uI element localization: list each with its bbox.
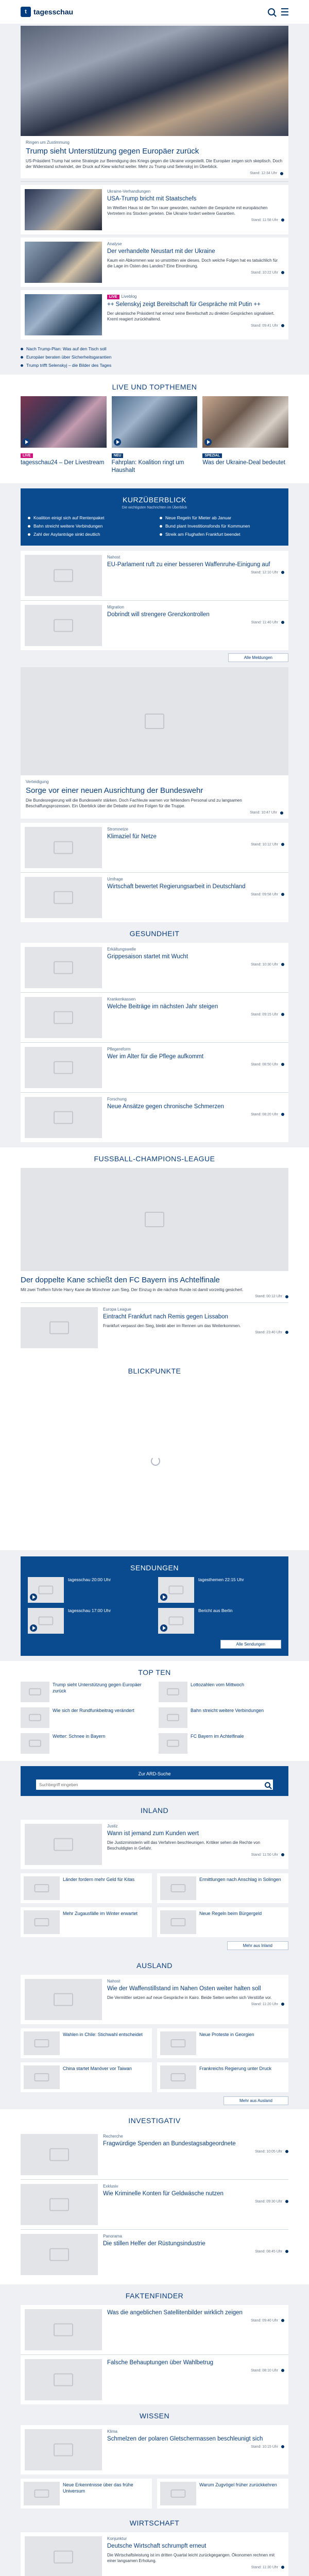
overview-link[interactable]: Streik am Flughafen Frankfurt beendet — [160, 530, 281, 538]
story-kicker: Recherche — [103, 2134, 123, 2139]
lead-story[interactable] — [21, 136, 288, 178]
bullet-icon — [28, 533, 30, 536]
live-card[interactable] — [202, 396, 288, 474]
section-heading: FAKTENFINDER — [125, 2292, 184, 2300]
story-kicker: Krankenkassen — [107, 997, 136, 1002]
image-placeholder — [21, 2184, 98, 2225]
story-title[interactable]: Neue Proteste in Georgien — [199, 2032, 254, 2037]
list-item[interactable] — [21, 2230, 288, 2279]
image-placeholder — [160, 2031, 196, 2055]
image-placeholder — [25, 947, 102, 988]
list-item[interactable] — [21, 2532, 288, 2576]
image-placeholder — [25, 1979, 102, 2020]
list-item[interactable] — [21, 2425, 288, 2475]
share-icon[interactable] — [281, 2445, 284, 2448]
story-meta: Stand: 09:15 Uhr — [251, 1012, 278, 1016]
list-item[interactable] — [21, 1975, 288, 2024]
share-icon[interactable] — [281, 1853, 284, 1856]
image-placeholder — [25, 877, 102, 918]
share-icon[interactable] — [281, 1113, 284, 1116]
story-meta: Stand: 09:41 Uhr — [251, 324, 278, 328]
topten-title[interactable]: Lottozahlen vom Mittwoch — [191, 1682, 245, 1687]
topten-title[interactable]: FC Bayern im Achtelfinale — [191, 1734, 244, 1739]
story-title[interactable]: Neue Regeln beim Bürgergeld — [199, 1911, 262, 1916]
list-item[interactable] — [21, 873, 288, 922]
list-item[interactable] — [21, 2479, 152, 2509]
image-placeholder — [25, 1824, 102, 1865]
story-title[interactable]: Der verhandelte Neustart mit der Ukraine — [107, 248, 215, 255]
story-title[interactable]: Fragwürdige Spenden an Bundestagsabgeordnete — [103, 2141, 236, 2147]
story-meta: Stand: 11:30 Uhr — [251, 2565, 278, 2569]
story-teaser: Die Bundesregierung will die Bundeswehr stärken. Doch Fachleute warnen vor fehlendem Personal und zu langsamen Beschaffungsprozessen. Ein Überblick über die Debatte und ihre Folgen für die Truppe. — [26, 798, 242, 808]
list-item[interactable] — [21, 1093, 288, 1142]
story-title[interactable]: Die stillen Helfer der Rüstungsindustrie — [103, 2241, 205, 2247]
story-title[interactable]: Wer im Alter für die Pflege aufkommt — [107, 1054, 204, 1060]
search-submit[interactable] — [262, 1780, 273, 1790]
show-title[interactable]: tagesthemen 22:15 Uhr — [198, 1577, 244, 1582]
story-title[interactable]: USA-Trump bricht mit Staatschefs — [107, 196, 197, 202]
story-title[interactable]: Falsche Behauptungen über Wahlbetrug — [107, 2360, 214, 2366]
story-title[interactable]: EU-Parlament ruft zu einer besseren Waffenruhe-Einigung auf — [107, 562, 270, 568]
image-placeholder — [21, 2134, 98, 2175]
story-kicker: Exklusiv — [103, 2184, 118, 2189]
share-icon[interactable] — [281, 324, 284, 327]
story-kicker: Pflegereform — [107, 1047, 131, 1052]
live-badge: LIVE — [21, 453, 33, 458]
story-kicker: Migration — [107, 605, 124, 609]
story-meta: Stand: 11:58 Uhr — [251, 218, 278, 222]
share-icon[interactable] — [285, 2200, 288, 2203]
image-placeholder — [28, 1577, 64, 1603]
list-item[interactable] — [157, 2028, 288, 2058]
story-title[interactable]: Klimaziel für Netze — [107, 834, 157, 840]
football-section — [0, 1147, 309, 1360]
share-icon[interactable] — [285, 1331, 288, 1334]
loading-spinner-icon — [151, 1456, 160, 1466]
play-icon[interactable] — [160, 1594, 167, 1601]
story-kicker: Ukraine-Verhandlungen — [107, 189, 151, 194]
list-item[interactable] — [21, 238, 288, 287]
section-heading: TOP TEN — [138, 1668, 171, 1676]
story-meta: Stand: 08:20 Uhr — [251, 1112, 278, 1116]
related-link[interactable]: Europäer beraten über Sicherheitsgarantien — [21, 353, 288, 361]
image-placeholder — [25, 827, 102, 868]
more-button[interactable]: Mehr aus Inland — [227, 1941, 288, 1950]
story-teaser: Die Wirtschaftsleistung ist im dritten Quartal leicht zurückgegangen. Ökonomen rechnen mit einer langsamen Erholung. — [107, 2552, 275, 2563]
list-item[interactable] — [21, 1907, 152, 1937]
section-heading: KURZÜBERBLICK — [123, 496, 186, 504]
show-item[interactable] — [158, 1608, 281, 1634]
story-meta: Stand: 09:30 Uhr — [255, 2199, 282, 2204]
live-title[interactable]: tagesschau24 – Der Livestream — [21, 460, 105, 466]
bullet-icon — [21, 348, 23, 350]
list-item[interactable] — [21, 823, 288, 872]
live-image — [112, 396, 198, 448]
story-meta: Stand: 12:10 Uhr — [251, 570, 278, 574]
share-icon[interactable] — [285, 2250, 288, 2253]
shows-box — [21, 1556, 288, 1656]
list-item[interactable] — [21, 2305, 288, 2354]
list-item[interactable] — [21, 943, 288, 992]
section-heading: GESUNDHEIT — [129, 929, 180, 938]
new-badge: NEU — [112, 453, 124, 458]
live-card[interactable] — [21, 396, 107, 474]
image-placeholder — [25, 605, 102, 646]
image-placeholder — [21, 2234, 98, 2275]
story-meta: Stand: 00:12 Uhr — [255, 1295, 282, 1298]
story-kicker: Erkältungswelle — [107, 947, 136, 952]
share-icon[interactable] — [281, 1013, 284, 1016]
story-meta: Stand: 11:50 Uhr — [251, 1853, 278, 1857]
story-title[interactable]: Neue Ansätze gegen chronische Schmerzen — [107, 1104, 224, 1110]
story-meta: Stand: 09:40 Uhr — [251, 2318, 278, 2323]
story-image — [25, 294, 102, 335]
special-badge: SPEZIAL — [202, 453, 222, 458]
story-kicker: Nahost — [107, 555, 121, 560]
story-title[interactable]: Deutsche Wirtschaft schrumpft erneut — [107, 2543, 207, 2549]
list-item[interactable] — [21, 1820, 288, 1869]
story-title[interactable]: Eintracht Frankfurt nach Remis gegen Lissabon — [103, 1314, 228, 1320]
story-title[interactable]: Wirtschaft bewertet Regierungsarbeit in Deutschland — [107, 884, 246, 890]
show-title[interactable]: tagesschau 20:00 Uhr — [68, 1577, 111, 1582]
list-item[interactable] — [157, 2062, 288, 2092]
story-meta: Stand: 10:12 Uhr — [251, 842, 278, 846]
story-title[interactable]: ++ Selenskyj zeigt Bereitschaft für Gespräche mit Putin ++ — [107, 301, 261, 308]
list-item[interactable] — [157, 2479, 288, 2509]
story-meta: Stand: 09:58 Uhr — [251, 892, 278, 896]
story-meta: Stand: 11:40 Uhr — [251, 620, 278, 624]
story-kicker: Umfrage — [107, 877, 123, 882]
story-title[interactable]: China startet Manöver vor Taiwan — [63, 2066, 132, 2071]
overview-link[interactable]: Bund plant Investitionsfonds für Kommunen — [160, 522, 281, 530]
header — [0, 0, 309, 24]
search-box — [21, 1766, 288, 1796]
list-item[interactable] — [21, 2028, 152, 2058]
share-icon[interactable] — [281, 2369, 284, 2372]
share-icon[interactable] — [281, 963, 284, 966]
topten-item[interactable] — [159, 1682, 288, 1702]
image-placeholder — [25, 1097, 102, 1138]
image-placeholder — [24, 2065, 60, 2089]
topten-title[interactable]: Wetter: Schnee in Bayern — [53, 1734, 106, 1739]
story-kicker: Justiz — [107, 1824, 118, 1828]
section-heading: INVESTIGATIV — [128, 2116, 181, 2125]
image-placeholder — [21, 1168, 288, 1271]
list-item[interactable] — [21, 2062, 152, 2092]
story-kicker: Analyse — [107, 242, 122, 246]
story-image — [25, 242, 102, 283]
live-title[interactable]: Was der Ukraine-Deal bedeutet — [202, 460, 285, 466]
show-item[interactable] — [28, 1577, 151, 1603]
topten-item[interactable] — [21, 1707, 150, 1728]
story-kicker: Forschung — [107, 1097, 127, 1101]
image-placeholder — [25, 2536, 102, 2576]
topten-title[interactable]: Wie sich der Rundfunkbeitrag verändert — [53, 1708, 134, 1713]
image-placeholder — [25, 997, 102, 1038]
story-title[interactable]: Der doppelte Kane schießt den FC Bayern ins Achtelfinale — [21, 1276, 220, 1284]
more-button[interactable]: Alle Meldungen — [228, 653, 288, 662]
story-title[interactable]: Wahlen in Chile: Stichwahl entscheidet — [63, 2032, 143, 2037]
lead-title[interactable]: Trump sieht Unterstützung gegen Europäer zurück — [26, 147, 199, 156]
topten-item[interactable] — [159, 1733, 288, 1754]
image-placeholder — [21, 1682, 49, 1702]
story-title[interactable]: Sorge vor einer neuen Ausrichtung der Bundeswehr — [26, 786, 203, 795]
story-kicker: Verteidigung — [26, 779, 49, 784]
bullet-icon — [160, 517, 162, 519]
bullet-icon — [21, 356, 23, 359]
image-placeholder — [159, 1733, 187, 1754]
live-card[interactable] — [112, 396, 198, 474]
list-item[interactable] — [157, 1873, 288, 1903]
overview-link[interactable]: Koalition einigt sich auf Rentenpaket — [28, 514, 149, 522]
play-icon[interactable] — [30, 1594, 37, 1601]
share-icon[interactable] — [285, 1295, 288, 1298]
play-icon[interactable] — [204, 438, 212, 446]
share-icon[interactable] — [281, 2319, 284, 2322]
topten-item[interactable] — [21, 1682, 150, 1702]
section-heading: BLICKPUNKTE — [128, 1367, 181, 1375]
story-kicker: Klima — [107, 2429, 118, 2434]
lead-meta: Stand: 12:34 Uhr — [250, 172, 277, 175]
share-icon[interactable] — [281, 1063, 284, 1066]
story-kicker: Panorama — [103, 2234, 122, 2239]
related-link[interactable]: Nach Trump-Plan: Was auf den Tisch soll — [21, 345, 288, 353]
lead-image[interactable] — [21, 26, 288, 136]
overview-link[interactable]: Bahn streicht weitere Verbindungen — [28, 522, 149, 530]
logo-text: tagesschau — [33, 8, 74, 16]
image-placeholder — [159, 1707, 187, 1728]
image-placeholder — [21, 1707, 49, 1728]
story-title[interactable]: Länder fordern mehr Geld für Kitas — [63, 1877, 135, 1882]
image-placeholder — [159, 1682, 187, 1702]
image-placeholder — [24, 2482, 60, 2505]
more-button[interactable]: Mehr aus Ausland — [224, 2096, 288, 2105]
show-title[interactable]: Bericht aus Berlin — [198, 1608, 233, 1613]
feature-story[interactable] — [21, 775, 288, 819]
share-icon[interactable] — [281, 571, 284, 574]
blickpunkte-section — [0, 1360, 309, 1550]
lead-kicker: Ringen um Zustimmung — [26, 140, 70, 145]
story-image — [25, 189, 102, 230]
overview-link[interactable]: Zahl der Asylanträge sinkt deutlich — [28, 530, 149, 538]
bullet-icon — [21, 364, 23, 367]
story-title[interactable]: Mehr Zugausfälle im Winter erwartet — [63, 1911, 138, 1916]
image-placeholder — [160, 2065, 196, 2089]
image-placeholder — [25, 2359, 102, 2400]
play-icon[interactable] — [160, 1624, 167, 1632]
story-meta: Stand: 10:47 Uhr — [250, 811, 277, 815]
bullet-icon — [160, 533, 162, 536]
more-button[interactable]: Alle Sendungen — [220, 1640, 282, 1649]
story-title[interactable]: Ermittlungen nach Anschlag in Solingen — [199, 1877, 281, 1882]
list-item[interactable] — [21, 185, 288, 234]
story-title[interactable]: Wie Kriminelle Konten für Geldwäsche nutzen — [103, 2191, 224, 2197]
search-input[interactable] — [36, 1780, 262, 1790]
story-meta: Stand: 10:30 Uhr — [251, 962, 278, 967]
search-icon[interactable] — [268, 8, 275, 15]
story-kicker: Konjunktur — [107, 2536, 127, 2541]
image-placeholder — [160, 2482, 196, 2505]
story-kicker: Liveblog — [121, 294, 137, 299]
share-icon[interactable] — [281, 893, 284, 896]
list-item[interactable] — [21, 2130, 288, 2179]
image-placeholder — [24, 1876, 60, 1900]
section-heading: FUSSBALL-CHAMPIONS-LEAGUE — [94, 1155, 215, 1163]
investigativ-section — [0, 2109, 309, 2284]
list-item[interactable] — [21, 993, 288, 1042]
image-placeholder — [158, 1608, 194, 1634]
story-kicker: Stromnetze — [107, 827, 128, 832]
bullet-icon — [160, 525, 162, 528]
live-badge: LIVE — [107, 295, 119, 299]
list-item[interactable] — [157, 1907, 288, 1937]
logo[interactable] — [21, 7, 73, 17]
section-heading: AUSLAND — [136, 1961, 173, 1970]
story-title[interactable]: Was die angeblichen Satellitenbilder wirklich zeigen — [107, 2310, 243, 2316]
topten-section — [0, 1661, 309, 1761]
live-section — [0, 375, 309, 483]
show-item[interactable] — [158, 1577, 281, 1603]
story-teaser: Im Weißen Haus ist der Ton rauer geworden, nachdem die Gespräche mit europäischen Vertretern ins Stocken gerieten. Die Ukraine fordert weitere Garantien. — [107, 205, 268, 216]
topten-item[interactable] — [159, 1707, 288, 1728]
list-item[interactable] — [21, 1303, 288, 1352]
image-placeholder — [28, 1608, 64, 1634]
image-placeholder — [25, 1047, 102, 1088]
image-placeholder — [21, 667, 288, 775]
section-heading: WIRTSCHAFT — [129, 2519, 180, 2527]
list-item[interactable] — [21, 601, 288, 650]
list-item[interactable] — [21, 2180, 288, 2229]
story-title[interactable]: Welche Beiträge im nächsten Jahr steigen — [107, 1004, 218, 1010]
image-placeholder — [25, 2429, 102, 2470]
play-icon[interactable] — [23, 438, 30, 446]
story-meta: Stand: 10:05 Uhr — [255, 2149, 282, 2154]
section-heading: SENDUNGEN — [130, 1564, 179, 1572]
bullet-icon — [28, 525, 30, 528]
story-teaser: Die Justizministerin will das Verfahren beschleunigen. Kritiker sehen die Rechte von Beschuldigten in Gefahr. — [107, 1840, 261, 1851]
image-placeholder — [21, 1307, 98, 1348]
logo-mark: t — [21, 7, 31, 17]
topten-item[interactable] — [21, 1733, 150, 1754]
related-link[interactable]: Trump trifft Selenskyj – die Bilder des Tages — [21, 361, 288, 369]
football-lead[interactable] — [21, 1271, 288, 1302]
related-links — [21, 344, 288, 375]
play-icon[interactable] — [114, 438, 121, 446]
list-item[interactable] — [21, 290, 288, 340]
play-icon[interactable] — [30, 1624, 37, 1632]
lead-teaser: US-Präsident Trump hat seine Strategie zur Beendigung des Kriegs gegen die Ukraine vorgestellt. Die Europäer zeigen sich skeptisch. Doch der Widerstand schwindet, der Druck auf Kiew wächst weiter. Mehr zu Trump und Selenskyj im Überblick. — [26, 159, 283, 169]
list-item[interactable] — [21, 551, 288, 600]
story-teaser: Die Vermittler setzen auf neue Gespräche in Kairo. Beide Seiten werfen sich Verstöße vor. — [107, 1995, 272, 2000]
section-heading: INLAND — [140, 1806, 169, 1815]
image-placeholder — [25, 2309, 102, 2350]
bullet-icon — [28, 517, 30, 519]
share-icon[interactable] — [281, 621, 284, 624]
story-teaser: Kaum ein Abkommen war so umstritten wie dieses. Doch welche Folgen hat es tatsächlich für die Lage im Osten des Landes? Eine Einordnung. — [107, 258, 278, 268]
list-item[interactable] — [21, 2355, 288, 2404]
share-icon[interactable] — [280, 172, 283, 175]
story-title[interactable]: Dobrindt will strengere Grenzkontrollen — [107, 612, 210, 618]
share-icon[interactable] — [281, 2003, 284, 2006]
image-placeholder — [24, 2031, 60, 2055]
image-placeholder — [21, 1733, 49, 1754]
menu-icon[interactable] — [281, 8, 288, 15]
share-icon[interactable] — [281, 2566, 284, 2569]
story-meta: Stand: 08:10 Uhr — [251, 2368, 278, 2372]
story-kicker: Europa League — [103, 1307, 131, 1312]
share-icon[interactable] — [281, 271, 284, 274]
live-image — [202, 396, 288, 448]
section-subheading: Die wichtigsten Nachrichten im Überblick — [122, 506, 187, 510]
live-title[interactable]: Fahrplan: Koalition ringt um Haushalt — [111, 460, 184, 473]
section-heading: WISSEN — [139, 2412, 170, 2420]
search-icon — [265, 1782, 270, 1788]
topten-title[interactable]: Trump sieht Unterstützung gegen Europäer zurück — [53, 1682, 142, 1693]
search-heading: Zur ARD-Suche — [138, 1771, 171, 1776]
image-placeholder — [160, 1910, 196, 1934]
story-meta: Stand: 08:50 Uhr — [251, 1062, 278, 1066]
search-field[interactable] — [36, 1780, 273, 1790]
image-placeholder — [25, 555, 102, 596]
story-title[interactable]: Wann ist jemand zum Kunden wert — [107, 1831, 199, 1837]
story-title[interactable]: Grippesaison startet mit Wucht — [107, 954, 188, 960]
live-image — [21, 396, 107, 448]
story-title[interactable]: Neue Erkenntnisse über das frühe Universum — [63, 2482, 133, 2494]
show-item[interactable] — [28, 1608, 151, 1634]
overview-box — [21, 488, 288, 546]
list-item[interactable] — [21, 1873, 152, 1903]
section-heading: LIVE UND TOPTHEMEN — [112, 383, 197, 391]
image-placeholder — [24, 1910, 60, 1934]
story-title[interactable]: Wie der Waffenstillstand im Nahen Osten weiter halten soll — [107, 1986, 261, 1992]
story-kicker: Nahost — [107, 1979, 121, 1984]
story-teaser: Mit zwei Treffern führte Harry Kane die Münchner zum Sieg. Der Einzug in die nächste Runde ist damit vorzeitig gesichert. — [21, 1287, 244, 1292]
image-placeholder — [160, 1876, 196, 1900]
story-teaser: Frankfurt verpasst den Sieg, bleibt aber im Rennen um das Weiterkommen. — [103, 1323, 241, 1328]
share-icon[interactable] — [285, 2150, 288, 2153]
story-title[interactable]: Warum Zugvögel früher zurückkehren — [199, 2482, 277, 2487]
topten-title[interactable]: Bahn streicht weitere Verbindungen — [191, 1708, 264, 1713]
story-meta: Stand: 08:45 Uhr — [255, 2249, 282, 2253]
story-title[interactable]: Schmelzen der polaren Gletschermassen beschleunigt sich — [107, 2436, 263, 2442]
overview-link[interactable]: Neue Regeln für Mieter ab Januar — [160, 514, 281, 522]
story-title[interactable]: Frankreichs Regierung unter Druck — [199, 2066, 272, 2071]
story-meta: Stand: 10:15 Uhr — [251, 2445, 278, 2449]
story-meta: Stand: 11:20 Uhr — [251, 2002, 278, 2006]
share-icon[interactable] — [281, 843, 284, 846]
share-icon[interactable] — [281, 218, 284, 222]
share-icon[interactable] — [280, 811, 283, 815]
list-item[interactable] — [21, 1043, 288, 1092]
show-title[interactable]: tagesschau 17:00 Uhr — [68, 1608, 111, 1613]
story-meta: Stand: 10:22 Uhr — [251, 270, 278, 275]
story-meta: Stand: 23:40 Uhr — [255, 1330, 282, 1334]
story-teaser: Der ukrainische Präsident hat erneut seine Bereitschaft zu direkten Gesprächen signalisiert. Kreml reagiert zurückhaltend. — [107, 311, 275, 321]
image-placeholder — [158, 1577, 194, 1603]
